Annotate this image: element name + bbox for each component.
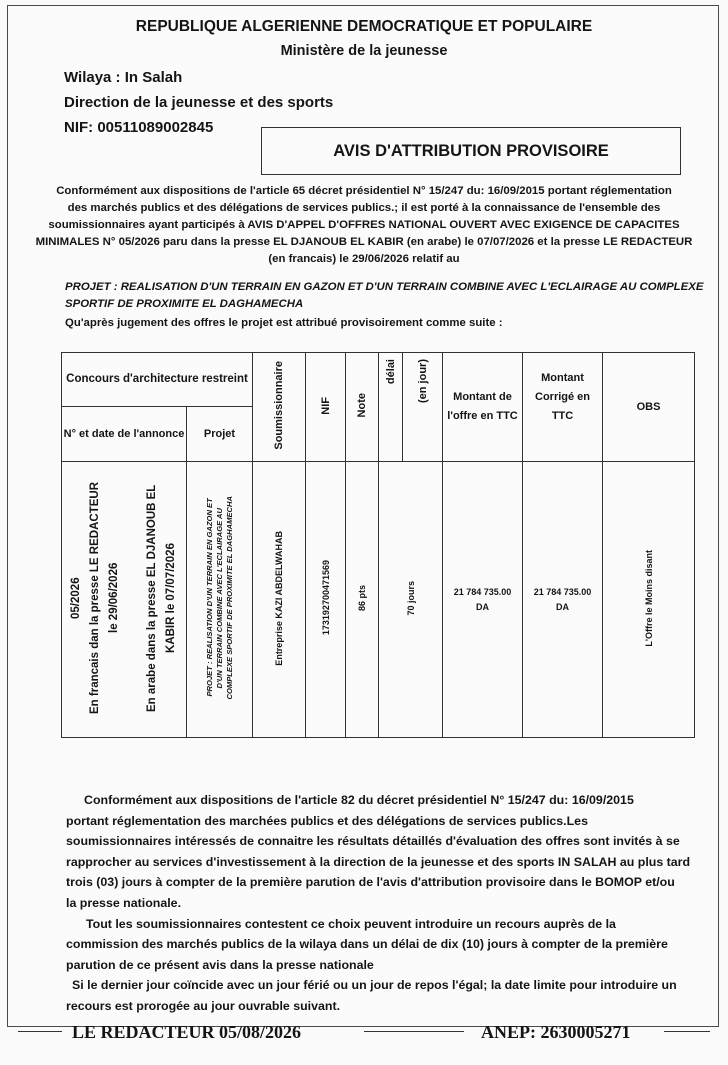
cell-obs-text: L'Offre le Moins disant xyxy=(643,549,654,647)
header-en-jour xyxy=(403,353,443,462)
wilaya-line: Wilaya : In Salah xyxy=(64,69,183,86)
header-delai xyxy=(379,353,403,462)
numero-line: KABIR le 07/07/2026 xyxy=(165,543,177,653)
cell-soumissionnaire-text: Entreprise KAZI ABDELWAHAB xyxy=(274,530,285,666)
montant-corrige-currency: DA xyxy=(556,601,570,612)
header-soumissionnaire xyxy=(253,353,306,462)
cell-projet-text xyxy=(205,496,235,700)
numero-line: 05/2026 xyxy=(70,577,82,619)
intro-line: des marchés publics et des délégations de services publics.; il est porté à la connaissance de l'ensemble des xyxy=(67,202,661,214)
republic-header: REPUBLIQUE ALGERIENNE DEMOCRATIQUE ET POPULAIRE xyxy=(135,18,593,35)
closing-paragraphs xyxy=(66,790,706,1017)
paragraph-line: soumissionnaires intéressés de connaitre les résultats détaillés d'évaluation des offres sont invités à se xyxy=(66,834,680,849)
ministry-header: Ministère de la jeunesse xyxy=(280,43,448,59)
paragraph-line: Si le dernier jour coïncide avec un jour férié ou un jour de repos l'égal; la date limite pour introduire un xyxy=(72,978,677,993)
header-soumissionnaire-label: Soumissionnaire xyxy=(273,361,286,450)
cell-note xyxy=(346,462,379,738)
projet-cell-line: PROJET : REALISATION D'UN TERRAIN EN GAZON ET xyxy=(204,498,214,698)
header-delai-label: délai xyxy=(384,359,397,385)
cell-montant-offre xyxy=(443,462,523,738)
cell-nif-text: 173192700471569 xyxy=(320,560,331,636)
montant-offre-value: 21 784 735.00 xyxy=(453,586,512,597)
cell-delai xyxy=(379,462,443,738)
montant-corrige-value: 21 784 735.00 xyxy=(533,586,592,597)
intro-line: Conformément aux dispositions de l'article 65 décret présidentiel N° 15/247 du: 16/09/2015 portant réglementation xyxy=(56,185,672,197)
attribution-statement: Qu'après jugement des offres le projet est attribué provisoirement comme suite : xyxy=(65,317,503,329)
notice-title: AVIS D'ATTRIBUTION PROVISOIRE xyxy=(333,141,609,160)
paragraph-line: la presse nationale. xyxy=(66,895,182,910)
nif-line: NIF: 00511089002845 xyxy=(64,119,214,136)
numero-line: En arabe dans la presse EL DJANOUB EL xyxy=(146,484,158,712)
intro-line: (en francais) le 29/06/2026 relatif au xyxy=(268,253,460,265)
cell-nif xyxy=(306,462,346,738)
footer-anep: ANEP: 2630005271 xyxy=(481,1022,631,1042)
notice-title-box xyxy=(261,127,681,175)
footer-rule xyxy=(18,1031,62,1032)
header-en-jour-label: (en jour) xyxy=(416,359,429,403)
header-montant-corrige: Montant Corrigé en TTC xyxy=(523,353,603,462)
numero-line: En francais dan la presse LE REDACTEUR xyxy=(89,482,101,714)
cell-obs xyxy=(603,462,695,738)
header-nif xyxy=(306,353,346,462)
footer-publication: LE REDACTEUR 05/08/2026 xyxy=(72,1022,302,1042)
header-note xyxy=(346,353,379,462)
header-obs: OBS xyxy=(603,353,695,462)
paragraph-line: portant réglementation des marchées publics et des délégations de services publics.Les xyxy=(66,813,588,828)
projet-line: PROJET : REALISATION D'UN TERRAIN EN GAZON ET D'UN TERRAIN COMBINE AVEC L'ECLAIRAGE AU COMPLEXE xyxy=(65,281,704,293)
cell-projet xyxy=(187,462,253,738)
header-montant-offre: Montant de l'offre en TTC xyxy=(443,353,523,462)
numero-line: le 29/06/2026 xyxy=(108,562,120,634)
intro-line: MINIMALES N° 05/2026 paru dans la presse EL DJANOUB EL KABIR (en arabe) le 07/07/2026 et la presse LE REDACTEUR xyxy=(35,236,693,248)
header-projet: Projet xyxy=(187,407,253,462)
header-nif-label: NIF xyxy=(319,396,332,415)
intro-line: soumissionnaires ayant participés à AVIS D'APPEL D'OFFRES NATIONAL OUVERT AVEC EXIGENCE DE CAPACITES xyxy=(48,219,680,231)
projet-line: SPORTIF DE PROXIMITE EL DAGHAMECHA xyxy=(65,298,304,310)
attribution-table xyxy=(61,352,695,738)
projet-description xyxy=(65,279,705,313)
direction-line: Direction de la jeunesse et des sports xyxy=(64,94,334,111)
paragraph-line: trois (03) jours à compter de la première parution de l'avis d'attribution provisoire dans le BOMOP et/ou xyxy=(66,875,675,890)
paragraph-line: Tout les soumissionnaires contestent ce choix peuvent introduire un recours auprès de la xyxy=(86,916,616,931)
cell-soumissionnaire xyxy=(253,462,306,738)
paragraph-line: rapprocher au services d'investissement à la direction de la jeunesse et des sports IN SALAH au plus tard xyxy=(66,854,691,869)
cell-numero xyxy=(62,462,187,738)
cell-delai-text: 70 jours xyxy=(405,580,416,616)
montant-offre-currency: DA xyxy=(476,601,490,612)
cell-note-text: 86 pts xyxy=(357,584,368,611)
header-note-label: Note xyxy=(356,393,369,418)
paragraph-line: parution de ce présent avis dans la presse nationale xyxy=(66,957,374,972)
cell-montant-corrige xyxy=(523,462,603,738)
projet-cell-line: COMPLEXE SPORTIF DE PROXIMITE EL DAGHAMECHA xyxy=(224,496,234,700)
paragraph-line: commission des marchés publics de la wilaya dans un délai de dix (10) jours à compter de la première xyxy=(66,937,668,952)
footer-rule xyxy=(364,1031,464,1032)
footer-rule xyxy=(664,1031,710,1032)
paragraph-line: Conformément aux dispositions de l'article 82 du décret présidentiel N° 15/247 du: 16/09/2015 xyxy=(84,793,634,807)
projet-cell-line: D'UN TERRAIN COMBINE AVEC L'ECLAIRAGE AU xyxy=(214,507,224,689)
header-numero: N° et date de l'annonce xyxy=(62,407,187,462)
paragraph-line: recours est prorogée au jour ouvrable suivant. xyxy=(66,998,341,1013)
cell-numero-text xyxy=(67,482,181,714)
header-concours: Concours d'architecture restreint xyxy=(62,353,253,407)
intro-paragraph xyxy=(14,183,714,268)
